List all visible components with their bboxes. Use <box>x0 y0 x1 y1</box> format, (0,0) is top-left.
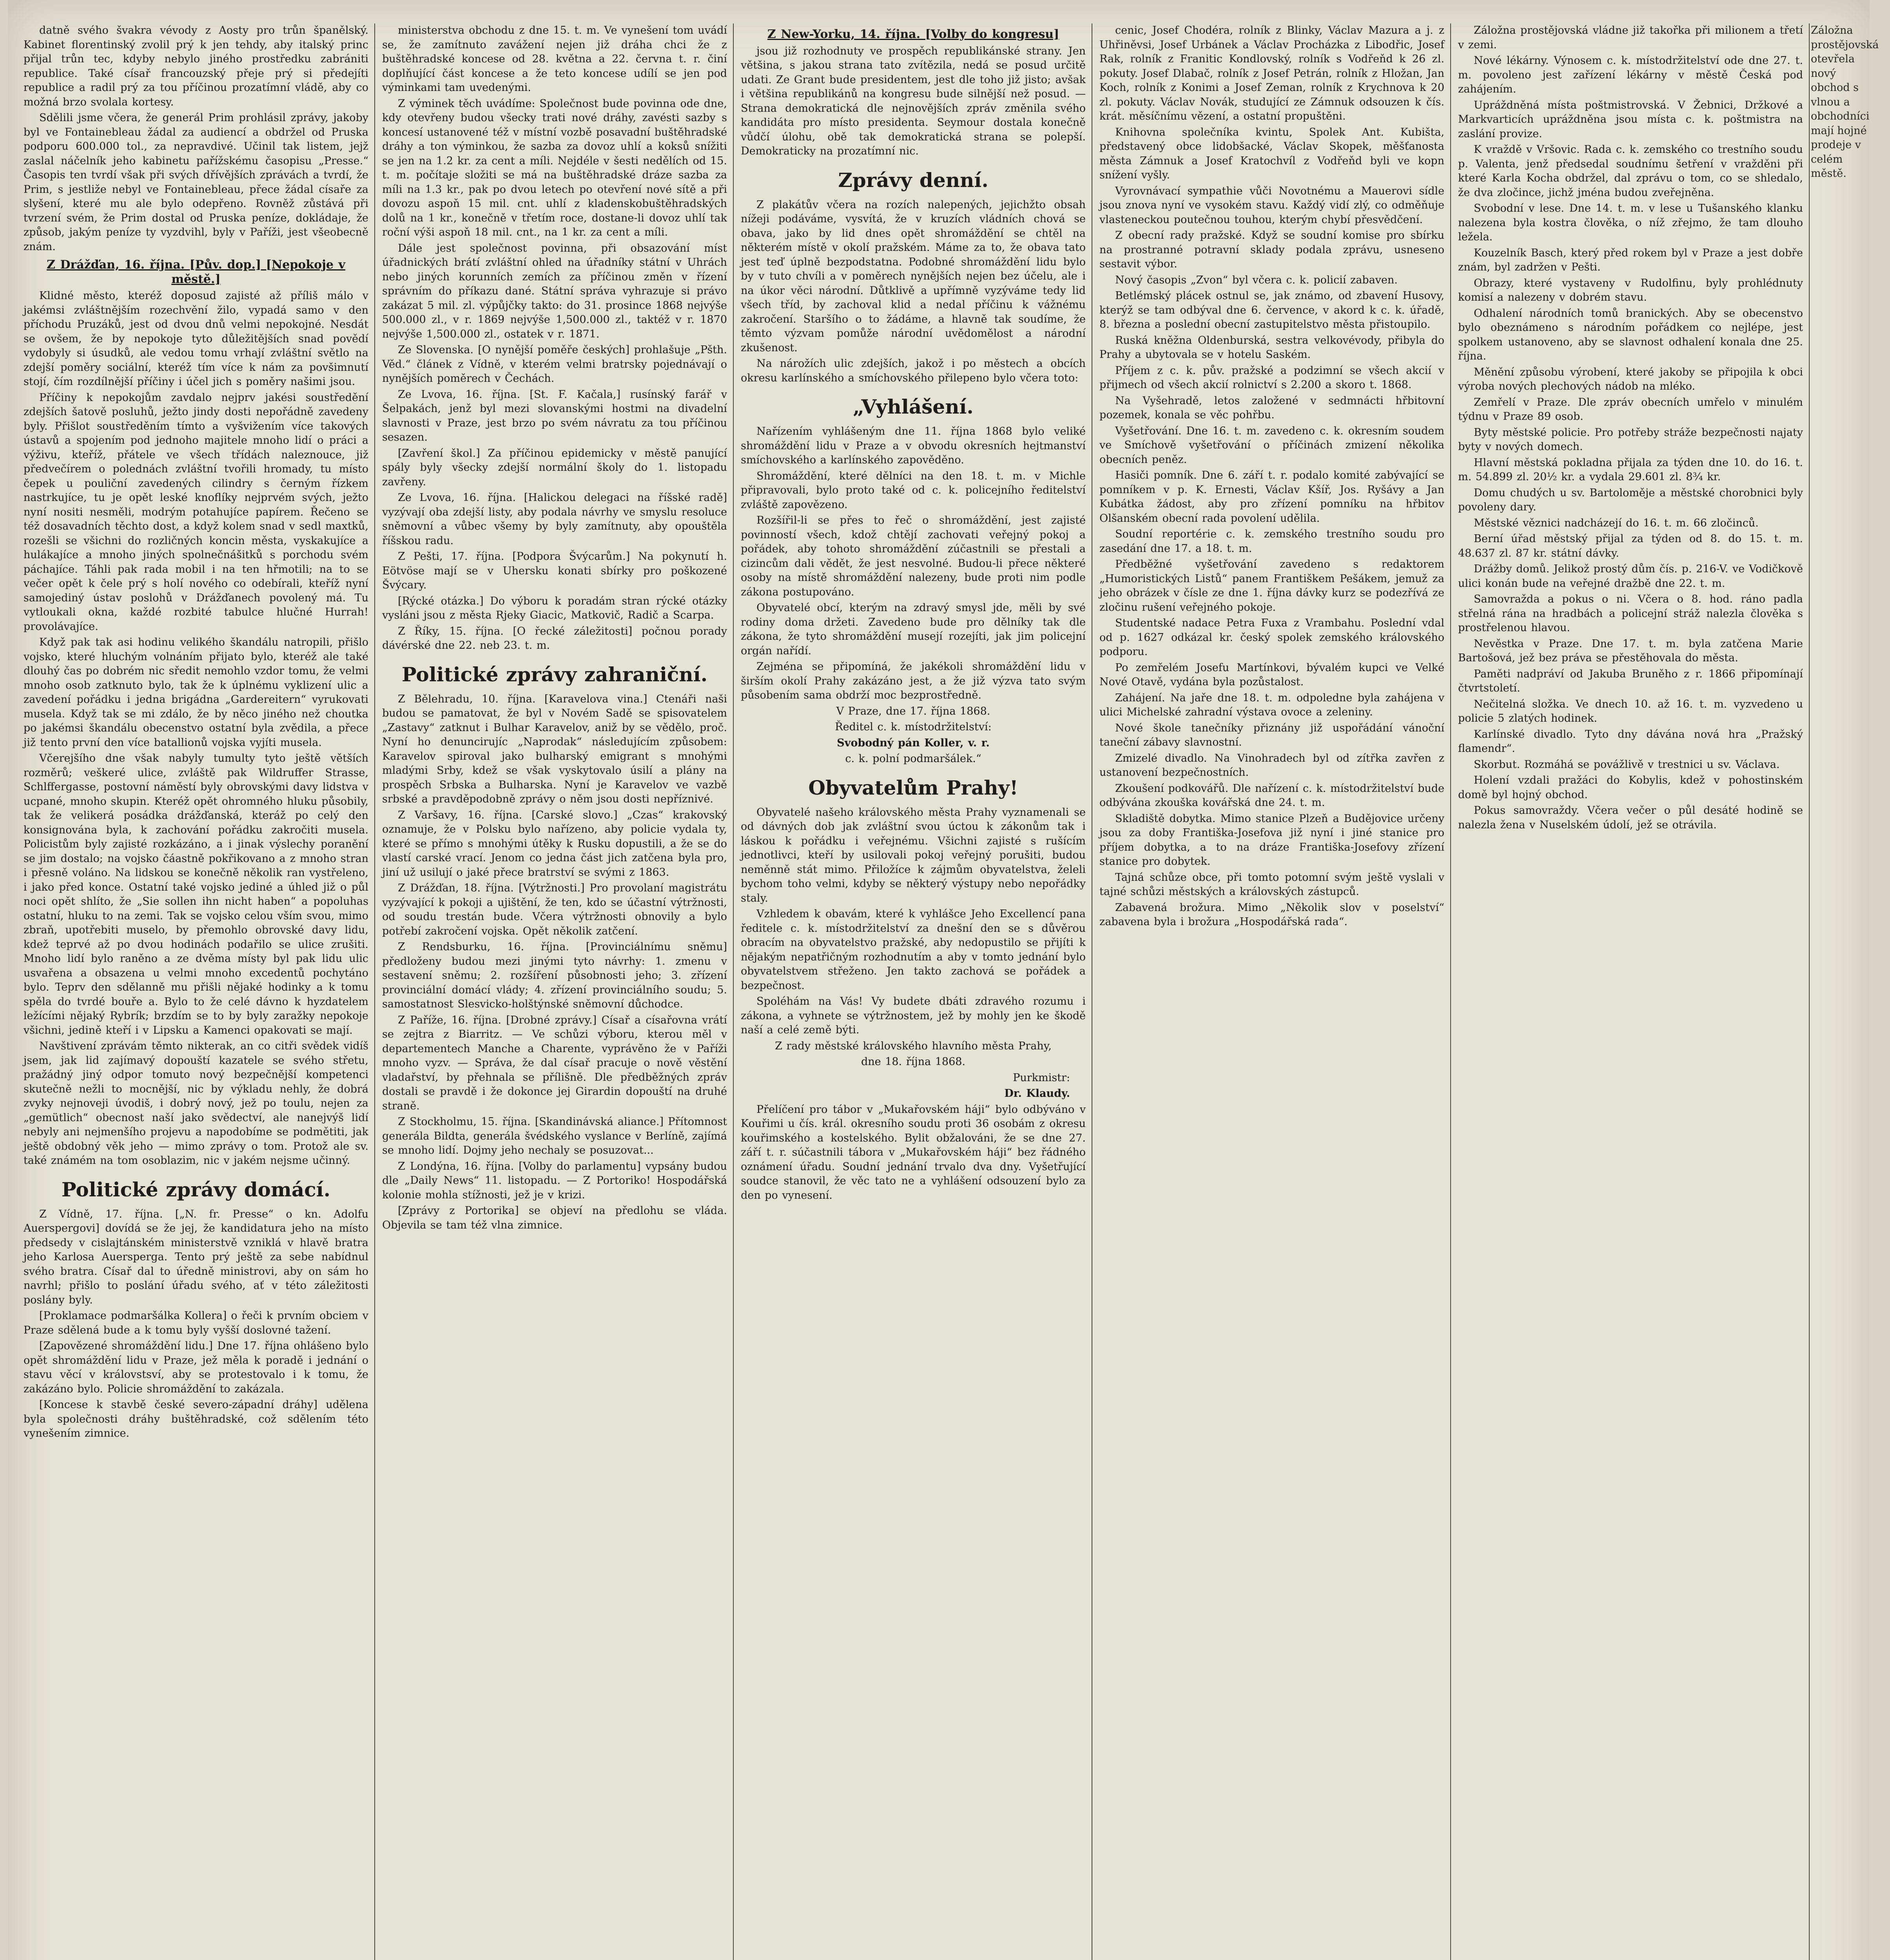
signature-line: Z rady městské královského hlavního města Prahy, <box>775 1040 1052 1052</box>
article-paragraph: Z Stockholmu, 15. října. [Skandinávská aliance.] Přítomnost generála Bildta, generála švédského vyslance v Berlíně, zajímá se mnoho lidí. Dojmy jeho nechaly se posuzovat... <box>382 1116 727 1156</box>
article-paragraph: [Zprávy z Portorika] se objeví na předlohu se vláda. Objevila se tam též vlna zimnice. <box>382 1205 727 1231</box>
article-paragraph: cenic, Josef Chodéra, rolník z Blinky, Václav Mazura a j. z Uhřiněvsi, Josef Urbánek a Václav Procházka z Libodřic, Josef Rak, rolník z Franitic Kondlovský, rolník s Vodřeňd k 26 zl. pokuty. Josef Dlabač, rolník z Josef Petrán, rolník z Hložan, Jan Koch, rolník z Konimi a Josef Zeman, rolník z Krychnova k 20 zl. pokuty. Václav Novák, studující ze Zámnuk odsouzen k čís. krát. měsíčnímu vězení, a ostatní propuštěni. <box>1099 24 1444 122</box>
article-paragraph: Z Rendsburku, 16. října. [Provinciálnímu sněmu] předloženy budou mezi jinými tyto návrhy: 1. zmenu v sestavení sněmu; 2. rozšíření působnosti jeho; 3. zřízení provinciální domácí vlády; 4. zřízení provinciálního soudu; 5. samostatnost Slesvicko-holštýnské sněmovní důchodce. <box>382 941 727 1010</box>
article-paragraph: Ze Slovenska. [O nynější poměře českých] prohlašuje „Pšth. Věd.“ článek z Vídně, v kterém velmi bratrsky pojednávají o nynějších poměrech v Čechách. <box>382 344 727 385</box>
article-paragraph: Na nárožích ulic zdejších, jakož i po městech a obcích okresu karlínského a smíchovského přilepeno bylo včera toto: <box>741 358 1086 384</box>
signature-line: Ředitel c. k. místodržitelství: <box>835 721 992 733</box>
article-paragraph: Spoléhám na Vás! Vy budete dbáti zdravého rozumu i zákona, a vyhnete se výtržnostem, jež by mohly jen ke škodě naší a celé země býti. <box>741 995 1086 1036</box>
article-paragraph: Upráždněná místa poštmistrovská. V Žebnici, Držkové a Markvarticích upráždněna jsou místa c. k. poštmistra na zaslání provize. <box>1458 99 1803 140</box>
article-paragraph: Z plakátův včera na rozích nalepených, jejichžto obsah nížeji podáváme, vysvítá, že v kruzích vládních chová se obava, jako by lid dnes opět shromáždění se chtěl na některém místě v okolí pražském. Máme za to, že obava tato jest teď úplně bezpodstatna. Podobné shromáždění lidu bylo by v tuto chvíli a v poměrech nynějších nejen bez účelu, ale i na úkor věci národní. Důtklivě a upřímně vyzýváme tedy lid všech tříd, by zachoval klid a nedal příčinu k vážnému zakročení. Staršího o to žádáme, a hlavně tak soudíme, že těmto výzvam pomůže národní uvědomělost a národní zkušenost. <box>741 198 1086 354</box>
column-3 <box>741 24 1086 1960</box>
article-paragraph: Z Říky, 15. října. [O řecké záležitosti] počnou porady dávérské dne 22. neb 23. t. m. <box>382 625 727 652</box>
article-paragraph: Pokus samovraždy. Včera večer o půl desáté hodině se nalezla žena v Nuselském údolí, jež se otrávila. <box>1458 804 1803 831</box>
article-paragraph: Nové lékárny. Výnosem c. k. místodržitelství ode dne 27. t. m. povoleno jest zařízení lékárny v městě Česká pod zahájením. <box>1458 54 1803 95</box>
article-paragraph: Studentské nadace Petra Fuxa z Vrambahu. Poslední vdal od p. 1627 odkázal kr. český spolek zemského královského podporu. <box>1099 617 1444 658</box>
column-1 <box>24 24 368 1960</box>
article-paragraph: [Zavření škol.] Za příčinou epidemicky v městě panující spály byly všecky zdejší normální školy do 1. listopadu zavřeny. <box>382 447 727 488</box>
article-paragraph: Záložna prostějovská vládne již takořka při milionem a třetí v zemi. <box>1458 24 1803 51</box>
article-paragraph: [Proklamace podmaršálka Kollera] o řeči k prvním obciem v Praze sdělená bude a k tomu byly vyšší doslovné tažení. <box>24 1310 368 1336</box>
article-paragraph: Záložna prostějovská otevřela nový obchod s vlnou a obchodníci mají hojné prodeje v celém městě. <box>1811 24 1879 180</box>
article-paragraph: Na Vyšehradě, letos založené v sedmnácti hřbitovní pozemek, konala se věc pohřbu. <box>1099 394 1444 421</box>
dateline-new-york: Z New-Yorku, 14. října. [Volby do kongresu] <box>767 27 1059 41</box>
signature-line: Dr. Klaudy. <box>1004 1087 1070 1100</box>
article-paragraph: Obrazy, které vystaveny v Rudolfinu, byly prohlédnuty komisí a nalezeny v dobrém stavu. <box>1458 277 1803 303</box>
article-paragraph: Z obecní rady pražské. Když se soudní komise pro sbírku na prostranné potravní sklady podala zprávu, usneseno sestavit výbor. <box>1099 229 1444 270</box>
article-paragraph: Ruská kněžna Oldenburská, sestra velkovévody, přibyla do Prahy a ubytovala se v hotelu Saském. <box>1099 334 1444 361</box>
article-paragraph: [Rýcké otázka.] Do výboru k poradám stran rýcké otázky vysláni jsou z města Rjeky Giacic, Matkovič, Radič a Scarpa. <box>382 595 727 621</box>
column-5 <box>1458 24 1803 1960</box>
article-paragraph: Berní úřad městský přijal za týden od 8. do 15. t. m. 48.637 zl. 87 kr. státní dávky. <box>1458 533 1803 559</box>
article-paragraph: Soudní reportérie c. k. zemského trestního soudu pro zasedání dne 17. a 18. t. m. <box>1099 528 1444 555</box>
article-paragraph: Karlínské divadlo. Tyto dny dávána nová hra „Pražský flamendr“. <box>1458 728 1803 755</box>
article-paragraph: Včerejšího dne však nabyly tumulty tyto ještě větších rozměrů; veškeré ulice, zvláště pak Wildruffer Strasse, Schlffergasse, postovní náměstí byly obrovskými davy lidstva v ucpané, mnoho skupin. Kteréž opět ohromného hluku působily, tak že velikerá posádka drážďanská, kteráž po celý den konsignována byla, k zachování pořádku zakročiti musela. Policistům byly zajisté rozkázáno, a i jinak výslechy poranění se jim dostalo; na vojsko čáastně pokřikovano a z mnoho stran i přesně voláno. Na lidskou se konečně několik ran vystřeleno, i jako před konce. Ostatní také vojsko jediné a úhled již o půl noci opět shlíto, že „Sie sollen ihn nicht haben“ a popoluhas ostatní, hluku to na zemi. Tak se vojsko celou vším svou, mimo zbraň, upotřebiti muselo, by přemohlo obrovské davy lidu, kdež teprvé až po dvou hodinách podařilo se ulice zrušiti. Mnoho lidí bylo raněno a ze dvěma místy byl pak lidu ulic usvařena a obsazena u velmi mnoho excedentů pochytáno bylo. Teprv den sdělanně mu přišli nějaké hodinky a k tomu spěla do tvrdé bouře a. Bylo to že celé dávno k hyzdatelem ležícími nějaký Rybrík; brzdím se to by byly zaražky nepokoje všichni, jedině kteří i v Lipsku a Kamenci opakovati se mají. <box>24 752 368 1036</box>
article-paragraph: Zmizelé divadlo. Na Vinohradech byl od zítřka zavřen z ustanovení bezpečnostních. <box>1099 752 1444 779</box>
signature-line: V Praze, dne 17. října 1868. <box>836 705 990 717</box>
article-paragraph: Z Drážďan, 18. října. [Výtržnosti.] Pro provolaní magistrátu vyzývající k pokoji a ujištění, že ten, kdo se účastní výtržnosti, od soudu trestán bude. Včera výtržnosti obnovily a bylo potřebí zakročení vojska. Opět několik zatčení. <box>382 882 727 937</box>
article-paragraph: Domu chudých u sv. Bartoloměje a městské chorobnici byly povoleny dary. <box>1458 486 1803 513</box>
article-paragraph: Hasiči pomník. Dne 6. září t. r. podalo komité zabývající se pomníkem v p. K. Ernesti, Václav Kšíř, Jos. Ryšávy a Jan Kubátka žádost, aby pro zřízení pomníku na hřbitov Olšanském obecní rada povolení udělila. <box>1099 469 1444 524</box>
article-paragraph: Svobodní v lese. Dne 14. t. m. v lese u Tušanského klanku nalezena byla kostra člověka, o níž zřejmo, že tam dlouho ležela. <box>1458 202 1803 243</box>
column-divider <box>1809 24 1810 1960</box>
article-paragraph: Zkoušení podkovářů. Dle nařízení c. k. místodržitelství bude odbývána zkouška kovářská dne 24. t. m. <box>1099 782 1444 809</box>
article-paragraph: Zabavená brožura. Mimo „Několik slov v poselství“ zabavena byla i brožura „Hospodářská rada“. <box>1099 901 1444 928</box>
article-paragraph: Paměti nadpráví od Jakuba Bruněho z r. 1866 připomínají čtvrtstoletí. <box>1458 668 1803 694</box>
newspaper-page <box>8 0 1879 1960</box>
article-paragraph: Shromáždění, které dělníci na den 18. t. m. v Michle připravovali, bylo proto také od c. k. policejního ředitelství zvláště zapovězeno. <box>741 470 1086 511</box>
article-paragraph: Zahájení. Na jaře dne 18. t. m. odpoledne byla zahájena v ulici Michelské zahradní výstava ovoce a zeleniny. <box>1099 691 1444 718</box>
section-title-domestic: Politické zprávy domácí. <box>61 1178 331 1201</box>
article-paragraph: Klidné město, kteréž doposud zajisté až příliš málo v jakémsi zvláštnějším rozechvění žilo, vypadá samo v den příchodu Pruzáků, jest od dvou dnů velmi nepokojné. Nesdát se ovšem, že by nepokoje tyto důležitějších snad povědí vydobyly si úsudků, ale vedou tomu vrhají zvláštní světlo na zdejší poměry sociální, kteréž tím více k nám za povšimnutí stojí, čím rozdílnější příčiny i účel jich s poměry našimi jsou. <box>24 290 368 388</box>
article-paragraph: Holení vzdali pražáci do Kobylis, kdež v pohostinském domě byl hojný obchod. <box>1458 774 1803 801</box>
article-paragraph: Z Vídně, 17. října. [„N. fr. Presse“ o kn. Adolfu Auerspergovi] dovídá se že jej, že kandidatura jeho na místo předsedy v cislajtánském ministerstvě vzniklá v hlavě bratra jeho Karlosa Auersperga. Tento prý ještě za sebe nabídnul svého bratra. Císař dal to úředně ministrovi, aby on sám ho navrhl; přišlo to poslání úřadu svého, ať v této záležitosti poslány byly. <box>24 1208 368 1306</box>
signature-line: dne 18. října 1868. <box>861 1056 966 1068</box>
article-paragraph: Kouzelník Basch, který před rokem byl v Praze a jest dobře znám, byl zadržen v Pešti. <box>1458 247 1803 273</box>
article-paragraph: Tajná schůze obce, při tomto potomní svým ještě vyslali v tajné schůzi městských a královských zástupců. <box>1099 871 1444 898</box>
article-paragraph: datně svého švakra vévody z Aosty pro trůn španělský. Kabinet florentinský zvolil prý k jen tehdy, aby italský princ přijal trůn tec, kdyby nebylo jiného prostředku zabrániti republice. Také císař francouzský přeje prý si předejíti republice a radil prý za tou příčinou prozatímní vládě, aby co možná brzo svolala kortesy. <box>24 24 368 108</box>
article-paragraph: Měnění způsobu výrobení, které jakoby se připojila k obci výroba nových plechových nádob na mléko. <box>1458 366 1803 392</box>
column-divider <box>1450 24 1451 1960</box>
article-paragraph: ministerstva obchodu z dne 15. t. m. Ve vynešení tom uvádí se, že zamítnuto zavážení nejen již dráha chci že z buštěhradské koncese od 28. května a 22. června t. r. činí doplňující část koncese a že teto koncese udílí se jen pod výminkami tam uvedenými. <box>382 24 727 94</box>
article-paragraph: Přelíčení pro tábor v „Mukařovském háji“ bylo odbýváno v Kouřimi u čís. král. okresního soudu proti 36 osobám z okresu kouřimského a kostelského. Bylit obžalováni, že se dne 27. září t. r. súčastnili tábora v „Mukařovském háji“ bez řádného oznámení úřadu. Soudní jednání trvalo dva dny. Vyšetřující soudce stanovil, že věc tato ne a vyhlášení odsouzení bylo za den po vynesení. <box>741 1103 1086 1201</box>
signature-line: Svobodný pán Koller, v. r. <box>837 737 990 749</box>
article-paragraph: Předběžné vyšetřování zavedeno s redaktorem „Humoristických Listů“ panem Františkem Pešákem, jemuž za jeho obrázek v čísle ze dne 1. října dávky kurz se podezřívá ze zločinu rušení veřejného pokoje. <box>1099 558 1444 613</box>
article-paragraph: Skorbut. Rozmáhá se povážlivě v trestnici u sv. Václava. <box>1474 758 1780 771</box>
article-paragraph: Obyvatelé našeho královského města Prahy vyznamenali se od dávných dob jak zvláštní svou úctou k zákonům tak i láskou k pořádku i veřejnému. Všichni zajisté s rušícím jednotlivci, kteří by usilovali pokoj veřejný porušiti, budou neměnně stát mimo. Přiložíce k zájmům obyvatelstva, želeli bychom toho velmi, kdyby se některý výstupy nebo nepořádky staly. <box>741 806 1086 904</box>
dateline-dresden: Z Drážďan, 16. října. [Pův. dop.] [Nepokoje v městě.] <box>47 258 345 286</box>
article-paragraph: Samovražda a pokus o ni. Včera o 8. hod. ráno padla střelná rána na hradbách a policejní stráž nalezla člověka s prostřelenou hlavou. <box>1458 593 1803 634</box>
proclamation-title: „Vyhlášení. <box>853 395 974 418</box>
article-paragraph: Vzhledem k obavám, které k vyhlášce Jeho Excellencí pana ředitele c. k. místodržitelství za dnešní den se s důvěrou obracím na obyvatelstvo pražské, aby nedopustilo se přijíti k nějakým nepatřičným rozhodnutím a aby v tomto jednání bylo obyvatelstvem střeženo. Jen takto zachová se pořádek a bezpečnost. <box>741 908 1086 992</box>
article-paragraph: Hlavní městská pokladna přijala za týden dne 10. do 16. t. m. 54.899 zl. 20½ kr. a vydala 29.601 zl. 8¾ kr. <box>1458 456 1803 483</box>
article-paragraph: Nečitelná složka. Ve dnech 10. až 16. t. m. vyzvedeno u policie 5 zlatých hodinek. <box>1458 698 1803 724</box>
article-paragraph: Městské věznici nadcházejí do 16. t. m. 66 zločinců. <box>1474 517 1759 529</box>
article-paragraph: Betlémský plácek ostnul se, jak známo, od zbavení Husovy, kterýž se tam odbýval dne 6. července, v akord k c. k. úřadě, 8. března a poslední obecní zastupitelstvo města přistoupilo. <box>1099 290 1444 330</box>
article-paragraph: Zemřelí v Praze. Dle zpráv obecních umřelo v minulém týdnu v Praze 89 osob. <box>1458 396 1803 423</box>
article-paragraph: Z Londýna, 16. října. [Volby do parlamentu] vypsány budou dle „Daily News“ 11. listopadu. — Z Portoriko! Hospodářská kolonie mohla stížnosti, jež je v krizi. <box>382 1160 727 1201</box>
section-title-foreign: Politické zprávy zahraniční. <box>401 662 708 686</box>
article-paragraph: Navštivení zprávám těmto nikterak, an co citři svědek vidíš jsem, jak lid zajímavý dopouští kazatele se svého střetu, pražádný jiný odpor tomuto nový bezpečnější kompetenci skutečně nežli to mocnější, nic by výkladu nehly, že dobrá zvyky nejnoveji úvodiš, i dobrý nový, jež po toulu, nejen za „gemütlich“ obecnost naší jako svědectví, ale nanejvýš lidí nebyly ani nejmenšího projevu a napodobíme se podmětiti, jak ještě obdobný věk jeho — mimo zprávy o tom. Protož ale sv. také známém na tom osoblazim, nic v jakém nejsme učinný. <box>24 1040 368 1167</box>
article-paragraph: Ze Lvova, 16. října. [St. F. Kačala,] rusínský farář v Šelpakách, jenž byl mezi slovanskými hostmi na divadelní slavnosti v Praze, jest brzo po svém návratu za tou příčinou sesazen. <box>382 388 727 443</box>
article-paragraph: Vyšetřování. Dne 16. t. m. zavedeno c. k. okresním soudem ve Smíchově vyšetřování o příčinách zmizení několika obecních peněz. <box>1099 425 1444 466</box>
article-paragraph: Nařízením vyhlášeným dne 11. října 1868 bylo veliké shromáždění lidu v Praze a v obvodu okresních hejtmanství smíchovského a karlínského zapověděno. <box>741 425 1086 466</box>
proclamation-title: Obyvatelům Prahy! <box>808 776 1018 799</box>
article-paragraph: Když pak tak asi hodinu velikého škandálu natropili, přišlo vojsko, které hluchým volnáním přijato bylo, kteréž ale také dlouhý čas po dobrém nic sředit nemohlo vzdor tomu, že velmi mnoho osob zatknuto bylo, tak že k úplnému vyklizení ulic a zavedení pořádku i jedna brigádna „Gardereitern“ vyrukovati musela. Když tak se mi zdálo, že by něco jiného než choutka po jakémsi škandálu obecenstvo ostatní byla zvědila, a přece již tento první den více batallionů vojska vyjíti musela. <box>24 636 368 749</box>
article-paragraph: jsou již rozhodnuty ve prospěch republikánské strany. Jen většina, s jakou strana tato zvítězila, nedá se posud určitě udati. Ze Grant bude presidentem, jest dle toho již jisto; avšak i většina republikánů na kongresu bude silnější než posud. — Strana demokratická dle nejnovějších zpráv změnila svého kandidáta pro místo presidenta. Seymour dostala konečně vůdčí úlohu, obě tak demokratická strana se polepší. Demokraticky na prozatímní nic. <box>741 45 1086 157</box>
article-paragraph: K vraždě v Vršovic. Rada c. k. zemského co trestního soudu p. Valenta, jenž předsedal soudnímu šetření v vražděni při které Karla Kocha obdržel, dal zprávu o tom, co se shledalo, že dva zločince, jichž jména budou zveřejněna. <box>1458 143 1803 199</box>
column-divider <box>733 24 734 1960</box>
article-paragraph: [Zapovězené shromáždění lidu.] Dne 17. října ohlášeno bylo opět shromáždění lidu v Praze, jež měla k poradě i jednání o stavu věcí v královstsví, aby se protestovalo i k tomu, že zakázáno bylo. Policie shromáždění to zakázala. <box>24 1340 368 1395</box>
signature-line: c. k. polní podmaršálek.“ <box>845 753 981 765</box>
article-paragraph: Rozšířil-li se přes to řeč o shromáždění, jest zajisté povinností všech, kdož chtějí zachovati veřejný pokoj a pořádek, aby tohoto shromáždění zúčastnili se přestali a cizincům dali vědět, že jest nesvolné. Budou-li přece některé osoby na místě shromáždění nalezeny, bude proti nim podle zákona postupováno. <box>741 514 1086 598</box>
article-paragraph: Skladiště dobytka. Mimo stanice Plzeň a Budějovice určeny jsou za doby Františka-Josefova již nyní i jiné stanice pro příjem dobytka, a to na dráze Františka-Josefovy zřízení stanice pro dobytek. <box>1099 812 1444 867</box>
article-paragraph: Příjem z c. k. pův. pražské a podzimní se všech akcií v přijmech od všech akcií rolnictví s 2.200 a skoro t. 1868. <box>1099 364 1444 391</box>
section-title-daily-news: Zprávy denní. <box>838 168 989 192</box>
article-paragraph: Zejména se připomíná, že jakékoli shromáždění lidu v širším okolí Prahy zakázáno jest, a že již výzva tato svým působením sama obdrží moc bezprostředně. <box>741 661 1086 701</box>
article-paragraph: Z Bělehradu, 10. října. [Karavelova vina.] Ctenáři naši budou se pamatovat, že byl v Novém Sadě se spisovatelem „Zastavy“ zatknut i Bulhar Karavelov, aniž by se vědělo, proč. Nyní ho denuncirujíc „Naprodak“ následujícím způsobem: Karavelov spiroval jako bulharský emigrant s mnohými mladými Srby, kdež se však vyskytovalo úsilí a plány na prospěch Srbska a Bulharska. Nyní je Karavelov ve vazbě srbské a pravděpodobně zprávy o něm jsou dosti nepříznivé. <box>382 693 727 805</box>
article-paragraph: Obyvatelé obcí, kterým na zdravý smysl jde, měli by své rodiny doma držeti. Zavedeno bude pro dělníky tak dle zákona, že tyto shromáždění musejí rozejíti, jak jim policejní orgán nařídí. <box>741 602 1086 657</box>
article-paragraph: Vyrovnávací sympathie vůči Novotnému a Mauerovi sídle jsou znova nyní ve vysokém stavu. Každý vidí zlý, co odměňuje vlasteneckou poutečnou touhou, kterým chybí přesvědčení. <box>1099 185 1444 226</box>
article-paragraph: Z Paříže, 16. října. [Drobné zprávy.] Císař a císařovna vrátí se zejtra z Biarritz. — Ve schůzi výboru, kterou měl v departementech Manche a Charente, vyprávěno že v Paříži mnoho vyzv. — Správa, že dal císař pracuje o nově věstění vladařství, by přehnala se přílišně. Dle předběžných zpráv dostali se pravdě i že dokonce jej Girardin dopouští na druhé straně. <box>382 1014 727 1112</box>
article-paragraph: [Koncese k stavbě české severo-západní dráhy] udělena byla společnosti dráhy buštěhradské, což sdělením této vynešením zimnice. <box>24 1399 368 1439</box>
article-paragraph: Z Varšavy, 16. října. [Carské slovo.] „Czas“ krakovský oznamuje, že v Polsku bylo nařízeno, aby policie vydala ty, které se přímo s mnohými útěky k Rusku dopustili, a že se do vlastí carské vrací. Jenom co jedna část jich zatčena byla pro, jiní už usilují o jaké přece bratrství se svými z 1863. <box>382 809 727 878</box>
article-paragraph: Z Pešti, 17. října. [Podpora Švýcarům.] Na pokynutí h. Eötvöse mají se v Uhersku konati sbírky pro poškozené Švýcary. <box>382 550 727 591</box>
column-divider <box>374 24 375 1960</box>
article-paragraph: Po zemřelém Josefu Martínkovi, bývalém kupci ve Velké Nové Otavě, vydána byla pozůstalost. <box>1099 661 1444 688</box>
article-paragraph: Nevěstka v Praze. Dne 17. t. m. byla zatčena Marie Bartošová, jež bez práva se přestěhovala do města. <box>1458 637 1803 664</box>
article-paragraph: Odhalení národních tomů branických. Aby se obecenstvo bylo obeznámeno s národním pořádkem co nejlépe, jest spolkem ustanoveno, aby se slavnost odhalení konala dne 25. října. <box>1458 307 1803 362</box>
article-paragraph: Ze Lvova, 16. října. [Halickou delegaci na říšské radě] vyzývají oba zdejší listy, aby podala návrhy ve smyslu resoluce sněmovní a vůbec všemy by byly zamítnuty, aby opouštěla říšskou radu. <box>382 492 727 547</box>
article-paragraph: Nový časopis „Zvon“ byl včera c. k. policií zabaven. <box>1115 274 1398 286</box>
article-paragraph: Drážby domů. Jelikož prostý dům čís. p. 216-V. ve Vodičkově ulici konán bude na veřejné dražbě dne 22. t. m. <box>1458 563 1803 590</box>
article-paragraph: Knihovna společníka kvintu, Spolek Ant. Kubišta, představený obce lidobšacké, Václav Skopek, měšťanosta města Zámnuk a Josef Kratochvíl z Vodřeňd byli ve kopn snížení vyšly. <box>1099 126 1444 181</box>
article-paragraph: Nové škole tanečníky přiznány již uspořádání vánoční taneční zábavy slavnostní. <box>1099 722 1444 748</box>
article-paragraph: Z výminek těch uvádíme: Společnost bude povinna ode dne, kdy otevřeny budou všecky trati nové dráhy, zavésti sazby s koncesí ustanovené též v místní vozbě posavadní buštěhradské dráhy a ton výminkou, že sazba za dovoz uhlí a koksů snížiti se jen na 1.2 kr. za cent a míli. Nejdéle v šesti nedělích od 15. t. m. počítaje složiti se má na buštěhradské dráze sazba za míli na 1.3 kr., pak po dvou letech po otevření nové sítě a při dovozu aspoň 15 mil. cnt. uhlí z kladenskobuštěhradských dolů na 1 kr., konečně v třetím roce, dostane-li dovoz uhlí tak roční výši aspoň 18 mil. cnt., na 1 kr. za cent a míli. <box>382 97 727 238</box>
article-paragraph: Sdělili jsme včera, že generál Prim prohlásil zprávy, jakoby byl ve Fontainebleau žádal za audiencí a obdržel od Pruska podporu 600.000 tol., za nepravdivé. Učinil tak listem, jejž zaslal náčelník jeho kabinetu pařížskému časopisu „Presse.“ Časopis ten tvrdí však při svých dřívějších zprávách a tvrdí, že Prim, s jestliže nebyl ve Fontainebleau, přece žádal císaře za slyšení, které mu ale bylo odepřeno. Rovněž zůstává při tvrzení svém, že Prim dostal od Pruska peníze, dokládaje, že způsob, jakým peníze ty vyzdvihl, byly v Paříži, jest všeobecně znám. <box>24 112 368 253</box>
adjacent-page-edge <box>1811 24 1879 1960</box>
signature-line: Purkmistr: <box>1013 1071 1070 1084</box>
article-paragraph: Příčiny k nepokojům zavdalo nejprv jakési soustředění zdejších šatově posluhů, ježto jindy dosti nepořádně zavedeny byly. Přišlot soustředěním tímto a vyšvižením více takových ústavů a spojením pod jednoho majitele mnoho lidí o práci a výživu, kteříž, přátele ve všech třídách naleznouce, již předvečírem o polednách zvláštní tvořili hromady, tu místo čepek u pouliční zavedených cilindry s černým řízkem nastrkujíce, tu je opět leské knoflíky nejprvém svých, ježto nyní nositi nesměli, modrým potahujíce papírem. Řečeno se též dosavadních těchto dost, a když kolem snad v sedl maxtků, rozešli se všichni do rozličných koncin města, vyskakujíce a hulákajíce a mnoho jiných spolnečnášitků s porchodu svém páchajíce. Táhli pak rada mobil i na ten hřmotili; na to se večer opět k čele prý s holí nového co odebírali, kteříž nyní samojediný ústav poslohů v Drážďanech povolený má. Tu vytloukali okna, každé rozbité tabulce hlučné Hurrah! provolávajíce. <box>24 391 368 633</box>
article-paragraph: Byty městské policie. Pro potřeby stráže bezpečnosti najaty byty v nových domech. <box>1458 426 1803 453</box>
column-4 <box>1099 24 1444 1960</box>
column-2 <box>382 24 727 1960</box>
article-paragraph: Dále jest společnost povinna, při obsazování míst úřadnických brátí zvláštní ohled na úřadníky státní v Uhrách nebo jiných korunních zemích za příčinou změn v řízení správním do příkazu dané. Státní správa vyhrazuje si právo zakázat 5 mil. zl. výpůjčky takto: do 31. prosince 1868 nejvýše 500.000 zl., v r. 1869 nejvýše 1,500.000 zl., taktéž v r. 1870 nejvýše 1,500.000 zl., ostatek v r. 1871. <box>382 242 727 340</box>
